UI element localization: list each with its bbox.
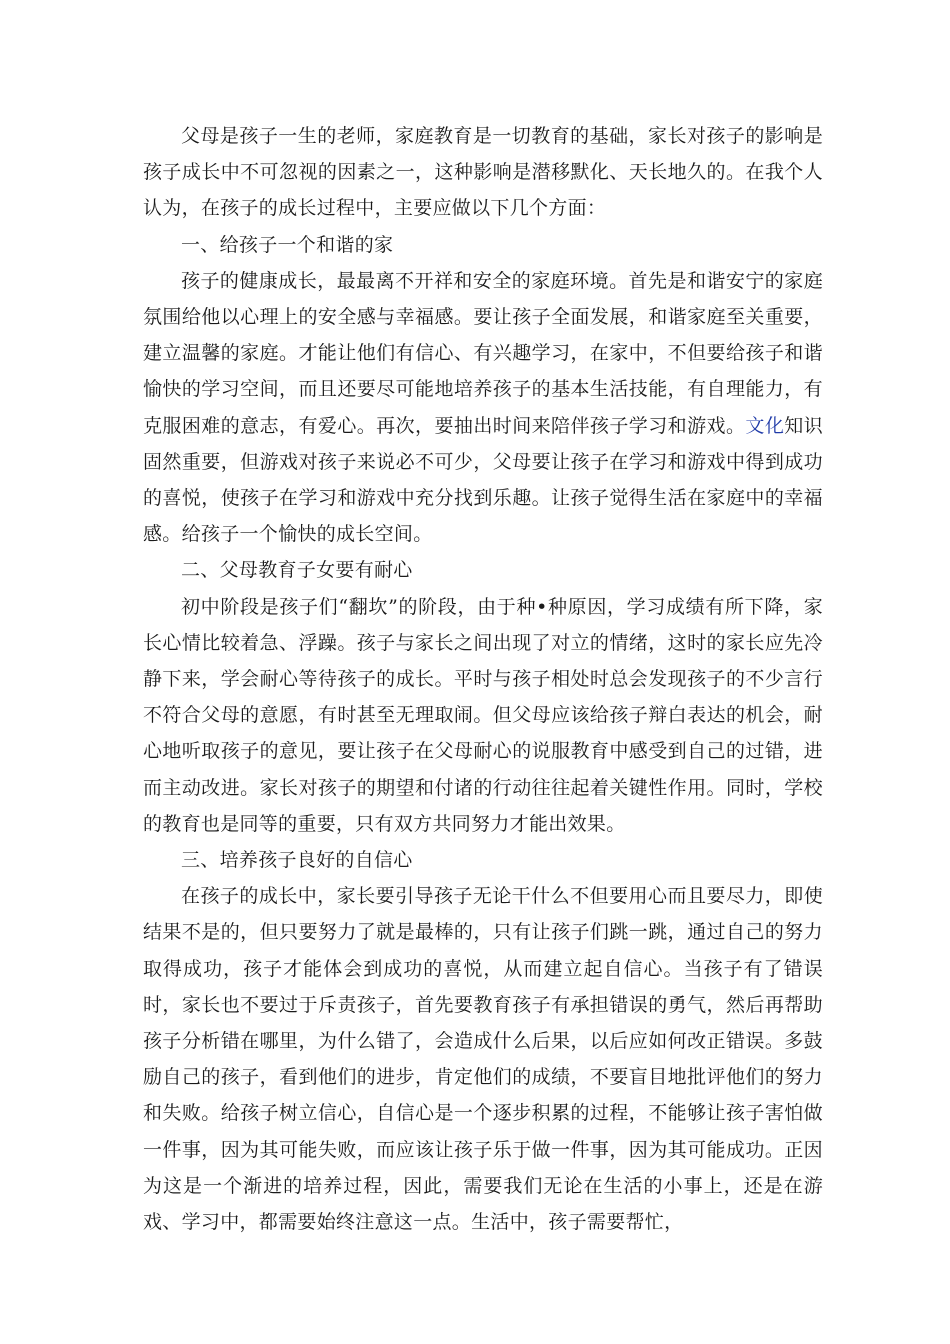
section-body-confidence: 在孩子的成长中，家长要引导孩子无论干什么不但要用心而且要尽力，即使结果不是的，但只要努力了就是最棒的，只有让孩子们跳一跳，通过自己的努力取得成功，孩子才能体会到成功的喜悦，从而建立起自信心。当孩子有了错误时，家长也不要过于斥责孩子，首先要教育孩子有承担错误的勇气，然后再帮助孩子分析错在哪里，为什么错了，会造成什么后果，以后应如何改正错误。多鼓励自己的孩子，看到他们的进步，肯定他们的成绩，不要盲目地批评他们的努力和失败。给孩子树立信心，自信心是一个逐步积累的过程，不能够让孩子害怕做一件事，因为其可能失败，而应该让孩子乐于做一件事，因为其可能成功。正因为这是一个渐进的培养过程，因此，需要我们无论在生活的小事上，还是在游戏、学习中，都需要始终注意这一点。生活中，孩子需要帮忙， [143, 885, 823, 1234]
section-heading-harmonious-home: 一、给孩子一个和谐的家 [181, 233, 394, 256]
section-body-harmonious-home [143, 263, 823, 553]
section-body-patience: 初中阶段是孩子们“翻坎”的阶段，由于种•种原因，学习成绩有所下降，家长心情比较着急、浮躁。孩子与家长之间出现了对立的情绪，这时的家长应先冷静下来，学会耐心等待孩子的成长。平时与孩子相处时总会发现孩子的不少言行不符合父母的意愿，有时甚至无理取闹。但父母应该给孩子辩白表达的机会，耐心地听取孩子的意见，要让孩子在父母耐心的说服教育中感受到自己的过错，进而主动改进。家长对孩子的期望和付诸的行动往往起着关键性作用。同时，学校的教育也是同等的重要，只有双方共同努力才能出效果。 [143, 595, 823, 835]
culture-link[interactable]: 文化 [745, 414, 785, 437]
intro-paragraph: 父母是孩子一生的老师，家庭教育是一切教育的基础，家长对孩子的影响是孩子成长中不可忽视的因素之一，这种影响是潜移默化、天长地久的。在我个人认为，在孩子的成长过程中，主要应做以下几个方面： [143, 125, 823, 220]
section-heading-patience: 二、父母教育子女要有耐心 [181, 559, 413, 582]
section-body-part-b: 知识固然重要，但游戏对孩子来说必不可少，父母要让孩子在学习和游戏中得到成功的喜悦，使孩子在学习和游戏中充分找到乐趣。让孩子觉得生活在家庭中的幸福感。给孩子一个愉快的成长空间。 [143, 414, 823, 546]
document-body [143, 118, 823, 1240]
section-body-part-a: 孩子的健康成长，最最离不开祥和安全的家庭环境。首先是和谐安宁的家庭氛围给他以心理上的安全感与幸福感。要让孩子全面发展，和谐家庭至关重要，建立温馨的家庭。才能让他们有信心、有兴趣学习，在家中，不但要给孩子和谐愉快的学习空间，而且还要尽可能地培养孩子的基本生活技能，有自理能力，有克服困难的意志，有爱心。再次，要抽出时间来陪伴孩子学习和游戏。 [143, 269, 823, 437]
section-heading-confidence: 三、培养孩子良好的自信心 [181, 849, 413, 872]
